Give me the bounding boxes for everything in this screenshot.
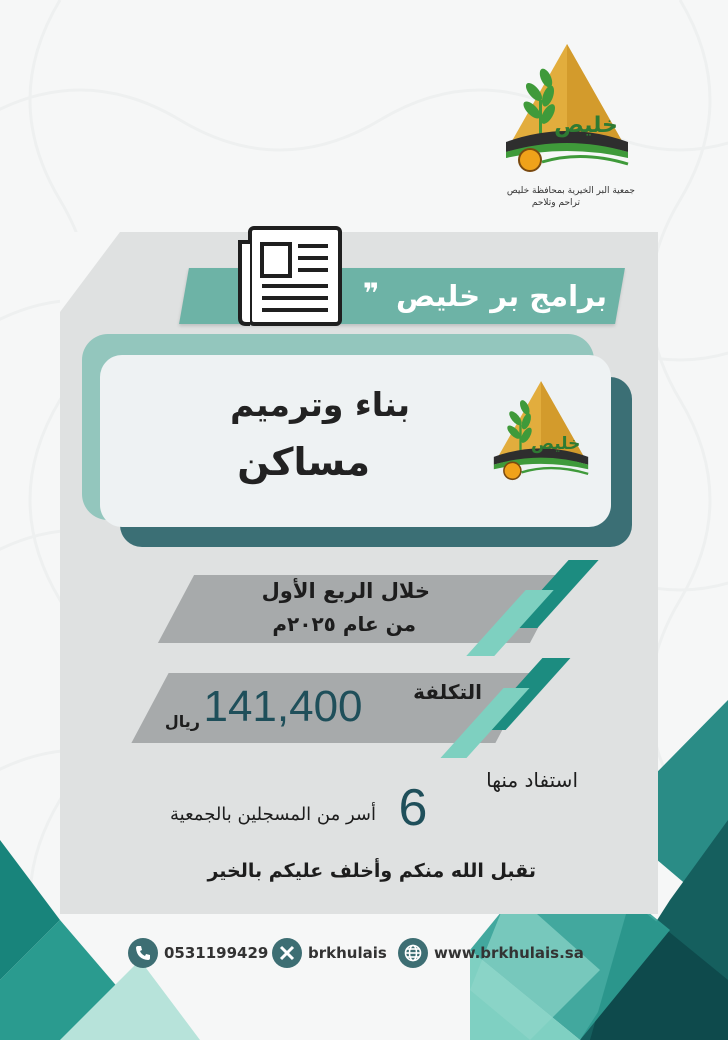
phone-icon bbox=[128, 938, 158, 968]
program-logo bbox=[488, 378, 594, 494]
contact-x[interactable] bbox=[272, 938, 387, 968]
cost-currency: ريال bbox=[164, 712, 200, 731]
program-logo-brand-text: خليص bbox=[531, 434, 581, 455]
logo bbox=[502, 40, 632, 190]
x-handle: brkhulais bbox=[308, 944, 387, 962]
program-title-line1: بناء وترميم bbox=[230, 385, 410, 424]
period-line1: خلال الربع الأول bbox=[261, 579, 430, 603]
period-line2: من عام ٢٠٢٥م bbox=[272, 612, 416, 636]
quote-mark: ❞ bbox=[363, 277, 380, 310]
logo-subtitle: جمعية البر الخيرية بمحافظة خليص bbox=[506, 186, 635, 196]
contact-website[interactable] bbox=[398, 938, 584, 968]
beneficiaries-intro: استفاد منها bbox=[486, 768, 578, 792]
globe-icon bbox=[398, 938, 428, 968]
beneficiaries-description: أسر من المسجلين بالجمعية bbox=[170, 804, 376, 825]
x-icon bbox=[272, 938, 302, 968]
contact-phone[interactable] bbox=[128, 938, 268, 968]
closing-text: تقبل الله منكم وأخلف عليكم بالخير bbox=[207, 860, 536, 882]
program-title-line2: مساكن bbox=[237, 440, 370, 484]
phone-number: 0531199429 bbox=[164, 944, 269, 962]
beneficiaries-count: 6 bbox=[398, 779, 428, 837]
logo-tagline: تراحم وتلاحم bbox=[531, 198, 580, 208]
cost-label: التكلفة bbox=[413, 680, 482, 704]
website-url: www.brkhulais.sa bbox=[434, 944, 584, 962]
logo-brand-text: خليص bbox=[554, 113, 618, 138]
cost-value: 141,400 bbox=[203, 682, 363, 731]
newspaper-icon bbox=[236, 222, 344, 328]
header-title: برامج بر خليص bbox=[396, 279, 607, 313]
